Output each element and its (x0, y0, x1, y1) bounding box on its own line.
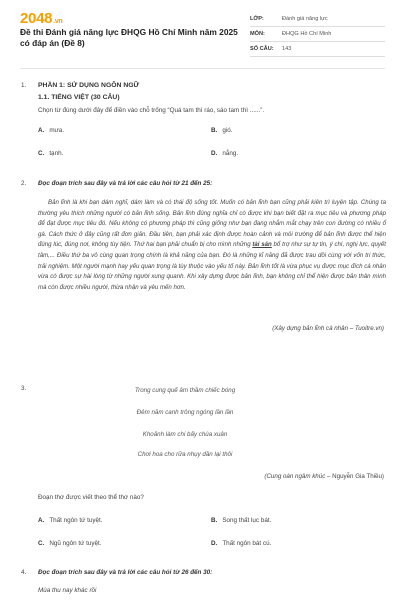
poem-source: (Cung oán ngâm khúc – Nguyễn Gia Thiều) (264, 473, 384, 480)
header-divider (20, 68, 385, 69)
poem-line: Khoảnh làm chi bấy chúa xuân (142, 431, 228, 438)
reading-instruction: Đọc đoạn trích sau đây và trả lời các câu hỏi từ 26 đến 30: (38, 569, 213, 576)
underlined-term: tài sản (252, 241, 272, 249)
document-title: Đề thi Đánh giá năng lực ĐHQG Hồ Chí Minh năm 2025 có đáp án (Đề 8) (20, 27, 238, 48)
part-heading: PHẦN 1: SỬ DỤNG NGÔN NGỮ (38, 82, 140, 89)
poem-first-line: Mùa thu nay khác rồi (38, 587, 97, 594)
site-logo[interactable]: 2048.vn (20, 10, 63, 27)
question-number: 3. (21, 385, 27, 392)
answer-option-d[interactable]: D. nắng. (211, 150, 239, 157)
poem-line: Trong cung quế âm thầm chiếc bóng (134, 387, 236, 394)
meta-row-count: SỐ CÂU: 143 (250, 42, 385, 57)
answer-option-a[interactable]: A. mưa. (38, 127, 65, 134)
meta-row-class: LỚP: Đánh giá năng lực (250, 12, 385, 27)
question-number: 4. (21, 569, 27, 576)
section-heading: 1.1. TIẾNG VIỆT (30 CÂU) (38, 94, 120, 101)
passage-source: (Xây dựng bản lĩnh cá nhân – Tuoitre.vn) (272, 325, 384, 332)
exam-meta (250, 12, 385, 57)
poem-line: Chơi hoa cho rữa nhụy dần lại thôi (137, 451, 233, 458)
poem-line: Đêm năm canh trông ngóng lần lần (136, 409, 234, 416)
question-prompt: Đoạn thơ được viết theo thể thơ nào? (38, 494, 144, 501)
reading-instruction: Đọc đoạn trích sau đây và trả lời các câu hỏi từ 21 đến 25: (38, 180, 213, 187)
question-prompt: Chọn từ đúng dưới đây để điền vào chỗ trống “Quá tam thì ráo, sáo tam thì ......”. (38, 107, 265, 114)
question-number: 2. (21, 180, 27, 187)
answer-option-d[interactable]: D. Thất ngôn bát cú. (211, 540, 272, 547)
answer-option-a[interactable]: A. Thất ngôn tứ tuyệt. (38, 517, 103, 524)
answer-option-c[interactable]: C. tạnh. (38, 150, 64, 157)
answer-option-b[interactable]: B. Song thất lục bát. (211, 517, 272, 524)
answer-option-c[interactable]: C. Ngũ ngôn tứ tuyệt. (38, 540, 102, 547)
reading-passage: Bản lĩnh là khi bạn dám nghĩ, dám làm và có thái độ sống tốt. Muốn có bản lĩnh bạn cũng phải kiên trì luyện tập. Chúng ta thường yêu thích những người có bản lĩnh sống. Bản lĩnh đúng nghĩa chỉ có được khi bạn biết đặt ra mục tiêu và phương pháp để đạt được mục tiêu đó. Nếu không có phương pháp thì cũng giống như bạn đang nhắm mắt chạy trên con đường có nhiều ổ gà. Cách thức ở đây cũng rất đơn giản. Đầu tiên, bạn phải xác định được hoàn cảnh và môi trường để bản lĩnh được thể hiện đúng lúc, đúng nơi, không tùy tiện. Thứ hai bạn phải chuẩn bị cho mình những tài sản bổ trợ như sự tự tin, ý chí, nghị lực, quyết tâm,... Điều thứ ba vô cùng quan trọng chính là khả năng của bạn. Đó là những kĩ năng đã được trau dồi cùng với vốn tri thức, trải nghiệm. Một người mạnh hay yếu quan trọng là tùy thuộc vào yếu tố này. Bản lĩnh tốt là vừa phục vụ được mục đích cá nhân vừa có được sự hài lòng từ những người xung quanh. Khi xây dựng được bản lĩnh, bạn không chỉ thể hiện được bản thân mình mà còn được nhiều người, thừa nhận và yêu mến hơn. (38, 199, 387, 291)
question-number: 1. (21, 82, 27, 89)
answer-option-b[interactable]: B. gió. (211, 127, 233, 134)
page-header (0, 0, 400, 64)
meta-row-subject: MÔN: ĐHQG Hồ Chí Minh (250, 27, 385, 42)
